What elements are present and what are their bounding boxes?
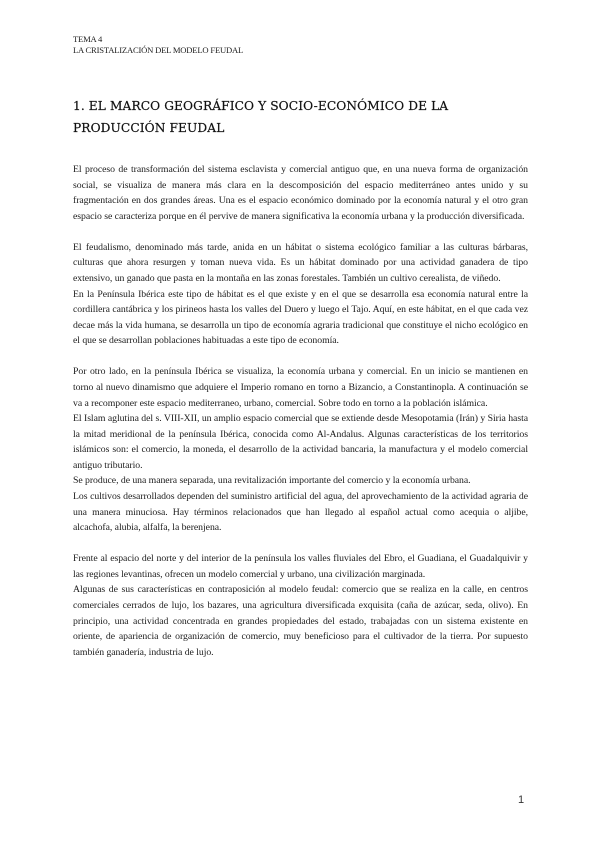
header-topic: TEMA 4 <box>73 34 103 44</box>
paragraph-1: El proceso de transformación del sistema esclavista y comercial antiguo que, en una nueva forma de organización social, se visualiza de manera más clara en la descomposición del espacio mediterráneo antes unido y su fragmentación en dos grandes áreas. Una es el espacio económico dominado por la economía natural y el otro gran espacio se caracteriza porque en él pervive de manera significativa la economía urbana y la producción diversificada. <box>73 164 528 222</box>
paragraph-7: Los cultivos desarrollados dependen del suministro artificial del agua, del aprovechamiento de la actividad agraria de una manera minuciosa. Hay términos relacionados que han llegado al español actual como acequia o aljibe, alcachofa, alubia, alfalfa, la berenjena. <box>73 491 528 534</box>
page-number: 1 <box>518 794 525 806</box>
paragraph-2: El feudalismo, denominado más tarde, anida en un hábitat o sistema ecológico familiar a las culturas bárbaras, culturas que ahora resurgen y toman nueva vida. Es un hábitat dominado por una actividad ganadera de tipo extensivo, un ganado que pasta en la montaña en las zonas forestales. También un cultivo cerealista, de viñedo. <box>73 241 528 284</box>
paragraph-4: Por otro lado, en la península Ibérica se visualiza, la economía urbana y comercial. En un inicio se mantienen en torno al nuevo dinamismo que adquiere el Imperio romano en torno a Bizancio, a Constantinopla. A continuación se va a recomponer este espacio mediterraneo, urbano, comercial. Sobre todo en torno a la población islámica. <box>73 366 528 409</box>
paragraph-5: El Islam aglutina del s. VIII-XII, un amplio espacio comercial que se extiende desde Mesopotamia (Irán) y Siria hasta la mitad meridional de la península Ibérica, conocida como Al-Andalus. Algunas características de los territorios islámicos son: el comercio, la moneda, el desarrollo de la actividad bancaria, la manufactura y el modelo comercial antiguo tributario. <box>73 413 528 471</box>
section-title: 1. EL MARCO GEOGRÁFICO Y SOCIO-ECONÓMICO DE LA PRODUCCIÓN FEUDAL <box>73 99 449 135</box>
paragraph-8: Frente al espacio del norte y del interior de la península los valles fluviales del Ebro, el Guadiana, el Guadalquivir y las regiones levantinas, ofrecen un modelo comercial y urbano, una civilización marginada. <box>73 553 528 580</box>
paragraph-3: En la Península Ibérica este tipo de hábitat es el que existe y en el que se desarrolla esa economía natural entre la cordillera cantábrica y los pirineos hasta los valles del Duero y luego el Tajo. Aquí, en este hábitat, en el que cada vez decae más la vida humana, se desarrolla un tipo de economía agraria tradicional que constituye el nicho ecológico en el que se desarrollan poblaciones habituadas a este tipo de economía. <box>73 288 528 347</box>
running-header <box>73 34 243 56</box>
header-subtitle: LA CRISTALIZACIÓN DEL MODELO FEUDAL <box>73 45 244 55</box>
paragraph-6: Se produce, de una manera separada, una revitalización importante del comercio y la economía urbana. <box>73 475 471 487</box>
body-text <box>73 162 528 660</box>
paragraph-9: Algunas de sus características en contraposición al modelo feudal: comercio que se realiza en la calle, en centros comerciales cerrados de lujo, los bazares, una agricultura diversificada exquisita (caña de azúcar, seda, olivo). En principio, una actividad concentrada en grandes propiedades del estado, trabajadas con un sistema existente en oriente, de apariencia de organización de comercio, muy beneficioso para el cultivador de la tierra. Por supuesto también ganadería, industria de lujo. <box>73 584 528 658</box>
